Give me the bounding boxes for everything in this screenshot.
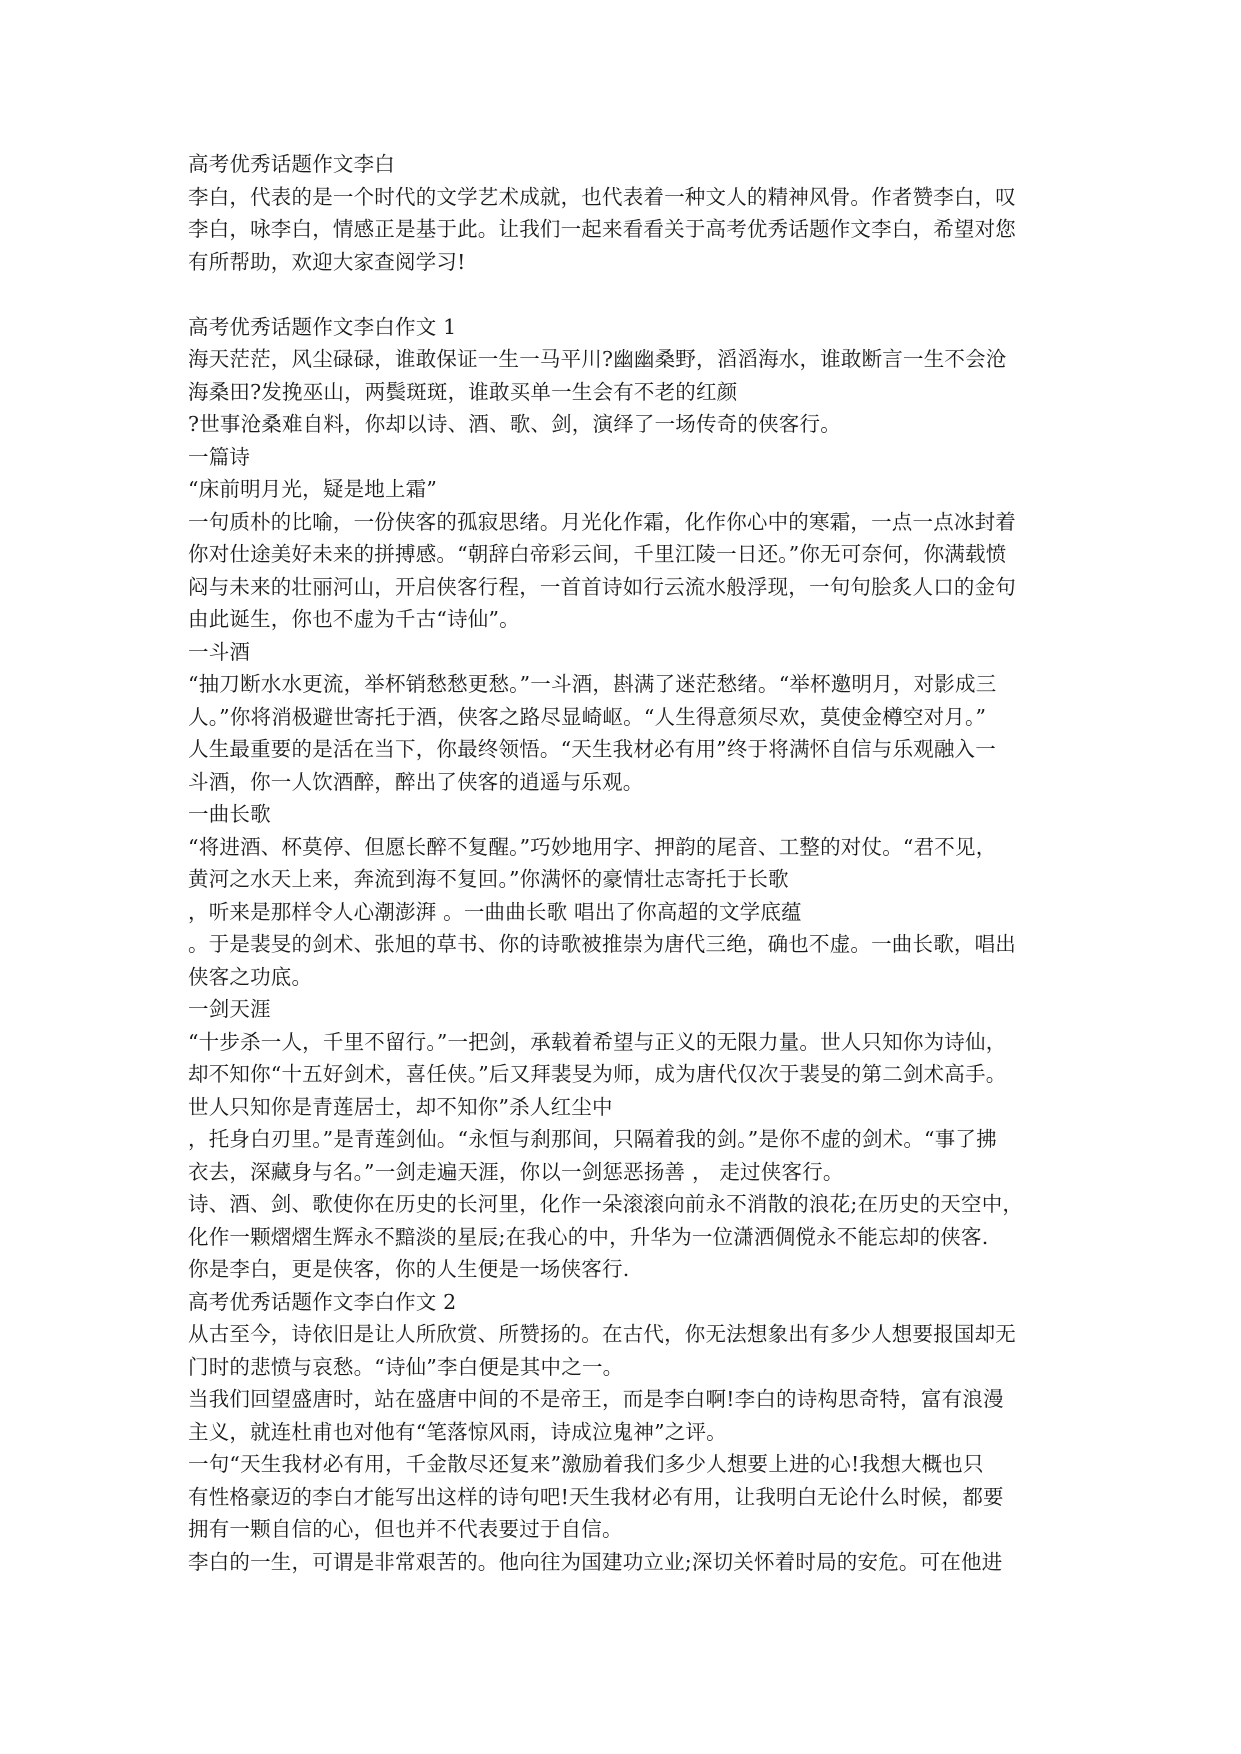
- text-line: “抽刀断水水更流，举杯销愁愁更愁。”一斗酒，斟满了迷茫愁绪。“举杯邀明月，对影成三: [188, 672, 997, 696]
- text-line: “将进酒、杯莫停、但愿长醉不复醒。”巧妙地用字、押韵的尾音、工整的对仗。“君不见，: [188, 834, 997, 859]
- text-line: ?世事沧桑难自料，你却以诗、酒、歌、剑，演绎了一场传奇的侠客行。: [188, 412, 841, 436]
- text-line: 黄河之水天上来，奔流到海不复回。”你满怀的豪情壮志寄托于长歌: [188, 867, 789, 891]
- text-line: 诗、酒、剑、歌使你在历史的长河里，化作一朵滚滚向前永不消散的浪花;在历史的天空中，: [188, 1192, 1024, 1216]
- text-line: 侠客之功底。: [188, 964, 313, 989]
- document-body: [188, 148, 1068, 1578]
- text-line: 一斗酒: [188, 639, 251, 664]
- text-line: 高考优秀话题作文李白作文 2: [188, 1289, 457, 1314]
- text-line: 人。”你将消极避世寄托于酒，侠客之路尽显崎岖。“人生得意须尽欢，莫使金樽空对月。”: [188, 704, 987, 729]
- text-line: ，听来是那样令人心潮澎湃 。一曲曲长歌 唱出了你高超的文学底蕴: [188, 899, 802, 924]
- text-line: 门时的悲愤与哀愁。“诗仙”李白便是其中之一。: [188, 1354, 624, 1379]
- text-line: 你对仕途美好未来的拼搏感。“朝辞白帝彩云间，千里江陵一日还。”你无可奈何，你满载愤: [188, 542, 1007, 566]
- text-line: 李白，代表的是一个时代的文学艺术成就，也代表着一种文人的精神风骨。作者赞李白，叹: [188, 184, 1016, 209]
- text-line: 由此诞生，你也不虚为千古“诗仙”。: [188, 607, 520, 631]
- text-line: 从古至今，诗依旧是让人所欣赏、所赞扬的。在古代，你无法想象出有多少人想要报国却无: [188, 1322, 1016, 1346]
- blank-line: [188, 278, 1068, 311]
- text-line: 有所帮助，欢迎大家查阅学习!: [188, 249, 466, 274]
- text-line: “床前明月光，疑是地上霜”: [188, 477, 438, 501]
- text-line: 拥有一颗自信的心，但也并不代表要过于自信。: [188, 1517, 623, 1541]
- text-line: 人生最重要的是活在当下，你最终领悟。“天生我材必有用”终于将满怀自信与乐观融入一: [188, 737, 996, 761]
- text-line: 一句“天生我材必有用，千金散尽还复来”激励着我们多少人想要上进的心!我想大概也只: [188, 1452, 984, 1476]
- text-line: 。于是裴旻的剑术、张旭的草书、你的诗歌被推崇为唐代三绝，确也不虚。一曲长歌，唱出: [188, 932, 1016, 956]
- text-line: 闷与未来的壮丽河山，开启侠客行程，一首首诗如行云流水般浮现，一句句脍炙人口的金句: [188, 574, 1016, 599]
- text-line: 高考优秀话题作文李白: [188, 152, 395, 176]
- text-line: 主义，就连杜甫也对他有“笔落惊风雨，诗成泣鬼神”之评。: [188, 1419, 727, 1444]
- text-line: 衣去，深藏身与名。”一剑走遍天涯，你以一剑惩恶扬善 ， 走过侠客行。: [188, 1159, 844, 1184]
- text-line: 斗酒，你一人饮酒醉，醉出了侠客的逍遥与乐观。: [188, 769, 644, 794]
- text-line: 你是李白，更是侠客，你的人生便是一场侠客行.: [188, 1257, 630, 1281]
- text-line: 化作一颗熠熠生辉永不黯淡的星辰;在我心的中，升华为一位潇洒倜傥永不能忘却的侠客.: [188, 1224, 989, 1249]
- text-line: 李白，咏李白，情感正是基于此。让我们一起来看看关于高考优秀话题作文李白，希望对您: [188, 217, 1016, 241]
- text-line: 有性格豪迈的李白才能写出这样的诗句吧!天生我材必有用，让我明白无论什么时候，都要: [188, 1484, 1004, 1509]
- text-line: 海桑田?发挽巫山，两鬓斑斑，谁敢买单一生会有不老的红颜: [188, 379, 738, 404]
- text-line: 却不知你“十五好剑术，喜任侠。”后又拜裴旻为师，成为唐代仅次于裴旻的第二剑术高手。: [188, 1062, 1007, 1086]
- text-line: 当我们回望盛唐时，站在盛唐中间的不是帝王，而是李白啊!李白的诗构思奇特，富有浪漫: [188, 1387, 1004, 1411]
- text-line: 世人只知你是青莲居士，却不知你”杀人红尘中: [188, 1094, 613, 1119]
- text-line: 李白的一生，可谓是非常艰苦的。他向往为国建功立业;深切关怀着时局的安危。可在他进: [188, 1549, 1003, 1574]
- text-line: 一篇诗: [188, 444, 251, 469]
- text-line: 海天茫茫，风尘碌碌，谁敢保证一生一马平川?幽幽桑野，滔滔海水，谁敢断言一生不会沧: [188, 347, 1007, 371]
- text-line: 一曲长歌: [188, 802, 271, 826]
- text-line: ，托身白刃里。”是青莲剑仙。“永恒与刹那间，只隔着我的剑。”是你不虚的剑术。“事了拂: [188, 1127, 997, 1151]
- text-line: 一剑天涯: [188, 997, 271, 1021]
- text-line: 高考优秀话题作文李白作文 1: [188, 314, 457, 339]
- text-line: “十步杀一人，千里不留行。”一把剑，承载着希望与正义的无限力量。世人只知你为诗仙，: [188, 1029, 1007, 1054]
- text-line: 一句质朴的比喻，一份侠客的孤寂思绪。月光化作霜，化作你心中的寒霜，一点一点冰封着: [188, 509, 1016, 534]
